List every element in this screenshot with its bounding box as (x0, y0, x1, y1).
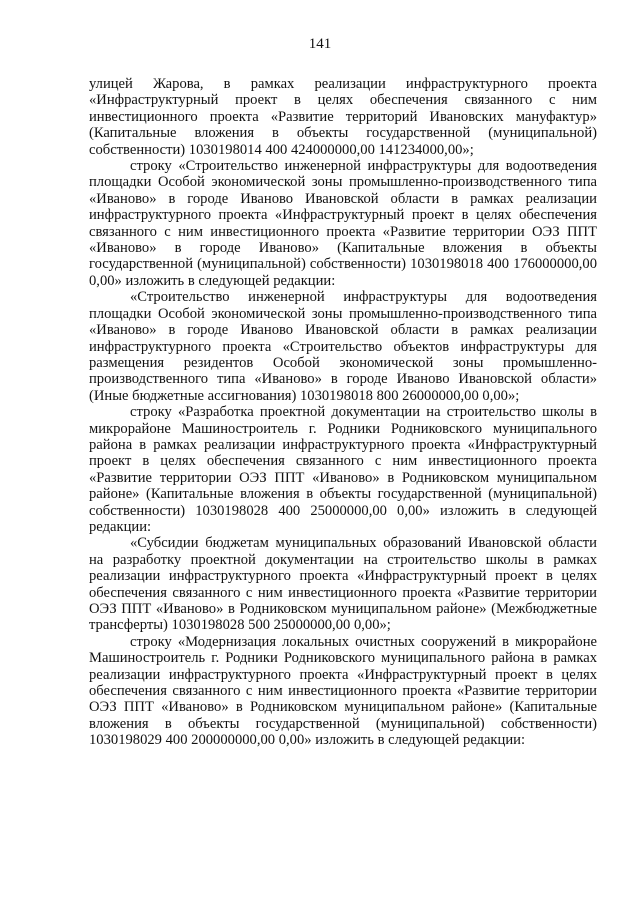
paragraph-1: улицей Жарова, в рамках реализации инфраструктурного проекта «Инфраструктурный проект в целях обеспечения связанного с ним инвестиционного проекта «Развитие территорий Ивановских мануфактур» (Капитальные вложения в объекты государственной (муниципальной) собственности) 1030198014 400 424000000,00 141234000,00»; (89, 76, 597, 158)
page-number: 141 (308, 36, 332, 52)
paragraph-4: строку «Разработка проектной документации на строительство школы в микрорайоне Машиностроитель г. Родники Родниковского муниципального района в рамках реализации инфраструктурного проекта «Инфраструктурный проект в целях обеспечения связанного с ним инвестиционного проекта «Развитие территории ОЭЗ ППТ «Иваново» в Родниковском муниципальном районе» (Капитальные вложения в объекты государственной (муниципальной) собственности) 1030198028 400 25000000,00 0,00» изложить в следующей редакции: (89, 404, 597, 535)
paragraph-3: «Строительство инженерной инфраструктуры для водоотведения площадки Особой экономической зоны промышленно-производственного типа «Иваново» в городе Иваново Ивановской области в рамках реализации инфраструктурного проекта «Строительство объектов инфраструктуры для размещения резидентов Особой экономической зоны промышленно-производственного типа «Иваново» в городе Иваново Ивановской области» (Иные бюджетные ассигнования) 1030198018 800 26000000,00 0,00»; (89, 289, 597, 404)
paragraph-5: «Субсидии бюджетам муниципальных образований Ивановской области на разработку проектной документации на строительство школы в рамках реализации инфраструктурного проекта «Инфраструктурный проект в целях обеспечения связанного с ним инвестиционного проекта «Развитие территории ОЭЗ ППТ «Иваново» в Родниковском муниципальном районе» (Межбюджетные трансферты) 1030198028 500 25000000,00 0,00»; (89, 535, 597, 634)
paragraph-6: строку «Модернизация локальных очистных сооружений в микрорайоне Машиностроитель г. Родники Родниковского муниципального района в рамках реализации инфраструктурного проекта «Инфраструктурный проект в целях обеспечения связанного с ним инвестиционного проекта «Развитие территории ОЭЗ ППТ «Иваново» в Родниковском муниципальном районе» (Капитальные вложения в объекты государственной (муниципальной) собственности) 1030198029 400 200000000,00 0,00» изложить в следующей редакции: (89, 633, 597, 749)
document-body (89, 76, 597, 749)
paragraph-2: строку «Строительство инженерной инфраструктуры для водоотведения площадки Особой экономической зоны промышленно-производственного типа «Иваново» в городе Иваново Ивановской области в рамках реализации инфраструктурного проекта «Инфраструктурный проект в целях обеспечения связанного с ним инвестиционного проекта «Развитие территории ОЭЗ ППТ «Иваново» в городе Иваново» (Капитальные вложения в объекты государственной (муниципальной) собственности) 1030198018 400 176000000,00 0,00» изложить в следующей редакции: (89, 158, 597, 289)
